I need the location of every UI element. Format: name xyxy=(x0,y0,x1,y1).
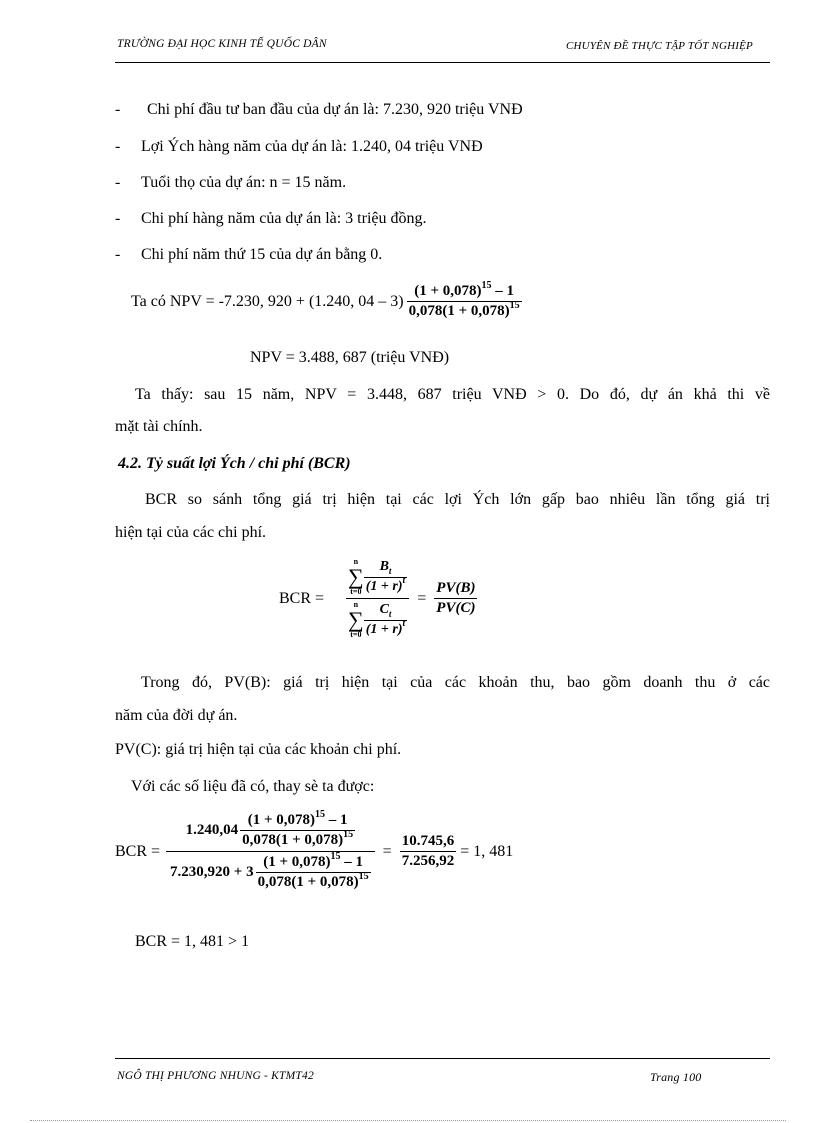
bullet-marker: - xyxy=(115,174,121,191)
calc-num-top: (1 + 0,078) xyxy=(247,812,315,828)
sum-upper-limit: n xyxy=(353,557,359,566)
bcr-intro-line2: hiện tại của các chi phí. xyxy=(115,524,267,541)
npv-fraction xyxy=(407,280,522,320)
npv-formula xyxy=(131,280,522,320)
npv-den-exponent: 15 xyxy=(509,300,520,311)
calc-num-exp-top: 15 xyxy=(315,809,325,820)
bcr-final: BCR = 1, 481 > 1 xyxy=(135,933,250,950)
pv-benefit-value: 10.745,6 xyxy=(401,833,455,849)
bullet-item-2: Lợi Ých hàng năm của dự án là: 1.240, 04 triệu VNĐ xyxy=(141,138,483,155)
cost-symbol: C xyxy=(379,602,389,618)
bcr-definition-formula xyxy=(279,558,477,639)
bcr-intro-line1: BCR so sánh tổng giá trị hiện tại các lợi Ých lớn gấp bao nhiêu lần tổng giá trị xyxy=(145,491,770,508)
where-line1: Trong đó, PV(B): giá trị hiện tại của các khoản thu, bao gồm doanh thu ở các xyxy=(141,674,770,691)
bullet-item-5: Chi phí năm thứ 15 của dự án bằng 0. xyxy=(141,246,383,263)
benefit-symbol: B xyxy=(379,559,389,575)
bullet-marker: - xyxy=(115,210,121,227)
annual-benefit-coef: 1.240,04 xyxy=(185,822,239,838)
npv-denominator: 0,078(1 + 0,078) xyxy=(408,303,510,319)
bullet-marker: - xyxy=(115,138,121,155)
calc-den-exp-top: 15 xyxy=(343,829,354,840)
npv-numerator: (1 + 0,078) xyxy=(414,283,482,299)
npv-result: NPV = 3.488, 687 (triệu VNĐ) xyxy=(250,349,450,366)
cost-subscript: t xyxy=(388,608,392,619)
discount-exponent: t xyxy=(402,574,406,586)
header-title: CHUYÊN ĐỀ THỰC TẬP TỐT NGHIỆP xyxy=(566,40,753,52)
substitute-text: Với các số liệu đã có, thay sè ta được: xyxy=(131,778,375,795)
header-school: TRƯỜNG ĐẠI HỌC KINH TẾ QUỐC DÂN xyxy=(117,38,327,50)
calc-num-bottom: (1 + 0,078) xyxy=(263,854,331,870)
calc-den-top: 0,078(1 + 0,078) xyxy=(242,832,344,848)
discount-exponent: t xyxy=(402,617,406,629)
where-line2: năm của đời dự án. xyxy=(115,707,238,724)
bcr-calc-fraction xyxy=(166,809,375,891)
bcr-equals: = xyxy=(417,589,427,607)
sum-symbol: ∑ xyxy=(348,564,364,589)
header-rule xyxy=(115,62,770,63)
discount-factor: (1 + r) xyxy=(365,621,403,637)
npv-num-tail: – 1 xyxy=(491,283,515,299)
bcr-big-fraction xyxy=(346,558,409,639)
sum-lower-limit: t=0 xyxy=(350,587,362,596)
npv-formula-lead: Ta có NPV = -7.230, 920 + (1.240, 04 – 3) xyxy=(131,292,404,310)
calc-num-tail-bottom: – 1 xyxy=(340,854,364,870)
where-line3: PV(C): giá trị hiện tại của các khoản chi phí. xyxy=(115,741,402,758)
bcr-calc-result: = 1, 481 xyxy=(460,842,514,860)
bullet-item-3: Tuổi thọ của dự án: n = 15 năm. xyxy=(141,174,347,191)
pv-ratio xyxy=(434,580,477,617)
bcr-calc-lead: BCR = xyxy=(115,842,161,860)
sum-symbol: ∑ xyxy=(348,607,364,632)
footer-page-number: Trang 100 xyxy=(650,1070,702,1084)
npv-conclusion-line2: mặt tài chính. xyxy=(115,418,203,435)
sum-lower-limit: t=0 xyxy=(350,630,362,639)
section-title: 4.2. Tỷ suất lợi Ých / chi phí (BCR) xyxy=(118,455,351,472)
bullet-item-1: Chi phí đầu tư ban đầu của dự án là: 7.230, 920 triệu VNĐ xyxy=(147,101,523,118)
bullet-marker: - xyxy=(115,246,121,263)
pv-cost-value: 7.256,92 xyxy=(401,853,455,869)
page-edge xyxy=(30,1120,786,1121)
footer-rule xyxy=(115,1058,770,1059)
footer-author: NGÔ THỊ PHƯƠNG NHUNG - KTMT42 xyxy=(117,1070,314,1082)
bcr-lead: BCR = xyxy=(279,589,325,607)
bullet-marker: - xyxy=(115,101,121,118)
calc-num-exp-bottom: 15 xyxy=(330,851,341,862)
discount-factor: (1 + r) xyxy=(365,578,403,594)
calc-den-bottom: 0,078(1 + 0,078) xyxy=(257,874,359,890)
calc-den-exp-bottom: 15 xyxy=(358,871,369,882)
investment-plus-cost: 7.230,920 + 3 xyxy=(170,864,254,880)
npv-conclusion-line1: Ta thấy: sau 15 năm, NPV = 3.448, 687 triệu VNĐ > 0. Do đó, dự án khả thi về xyxy=(135,386,770,403)
calc-num-tail-top: – 1 xyxy=(325,812,348,828)
sum-upper-limit: n xyxy=(353,600,359,609)
benefit-subscript: t xyxy=(388,565,392,576)
pv-cost: PV(C) xyxy=(436,600,476,616)
bcr-numeric-ratio xyxy=(400,833,457,870)
bullet-item-4: Chi phí hàng năm của dự án là: 3 triệu đồng. xyxy=(141,210,427,227)
bcr-calculation xyxy=(115,809,514,891)
npv-num-exponent: 15 xyxy=(481,280,492,291)
pv-benefit: PV(B) xyxy=(436,580,476,596)
bcr-calc-equals: = xyxy=(382,842,392,860)
